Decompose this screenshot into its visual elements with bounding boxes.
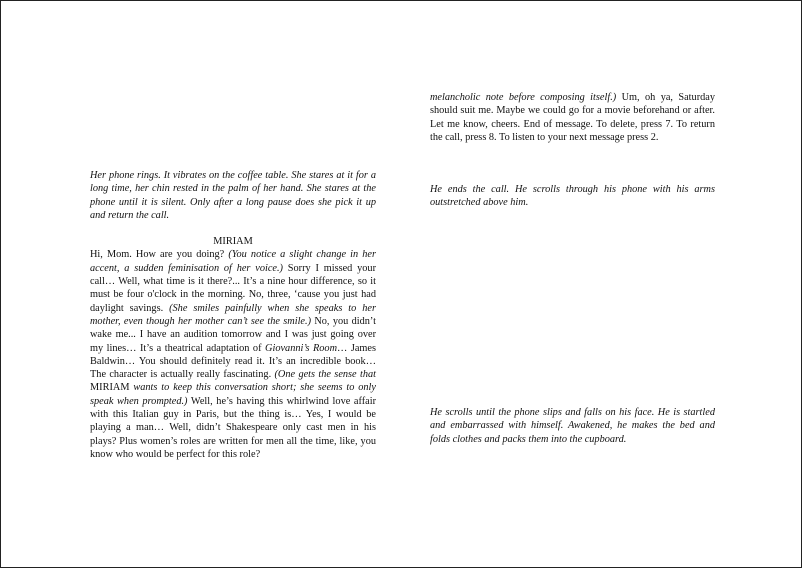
dialogue-aside: wants to keep this conversation short; she seems to only speak when prompted.) [90,382,376,407]
dialogue-paragraph [90,248,376,461]
voicemail-paragraph [430,91,715,144]
character-name: MIRIAM [90,382,130,394]
stage-direction: Her phone rings. It vibrates on the coffee table. She stares at it for a long time, her chin rested in the palm of her hand. She stares at the phone until it is silent. Only after a long pause does she pick it up and return the call. [90,170,376,221]
right-column-block-1 [430,91,715,144]
dialogue-text: Hi, Mom. How are you doing? [90,249,229,261]
dialogue-aside: (One gets the sense that [274,369,376,381]
stage-direction-3: He scrolls until the phone slips and falls on his face. He is startled and embarrassed with himself. Awakened, he makes the bed and folds clothes and packs them into the cupboard. [430,407,715,445]
stage-direction-2: He ends the call. He scrolls through his phone with his arms outstretched above him. [430,184,715,209]
dialogue-aside: melancholic note before composing itself.) [430,92,617,103]
speaker-name: MIRIAM [213,236,253,248]
dialogue-text: Sorry I missed your call… Well, what time is it there?... It’s a nine hour difference, so it must be four o'clock in the morning. No, three, ‘cause you just had daylight savings. [90,262,377,314]
dialogue-text: Well, he’s having this whirlwind love affair with this Italian guy in Paris, but the thing is… Yes, I would be playing a man… Well, didn’t Shakespeare only cast men in his plays? Plus women’s roles are written for men all the time, like, you know who would be perfect for this role? [90,395,376,460]
dialogue-text: No, you didn’t wake me... I have an audition tomorrow and I was just going over my lines… It’s a theatrical adaptation of [90,315,376,354]
dialogue-text: … James Baldwin… You should definitely read it. It’s an incredible book… The character is actually really fascinating. [90,342,376,381]
book-title: Giovanni’s Room [265,342,338,354]
dialogue-text: Um, oh ya, Saturday should suit me. Maybe we could go for a movie beforehand or after. Let me know, cheers. End of message. To delete, press 7. To return the call, press 8. To listen to your next message press 2. [430,92,715,143]
dialogue-aside: (She smiles painfully when she speaks to her mother, even though her mother can’t see the smile.) [90,302,376,327]
dialogue-aside: (You notice a slight change in her accent, a sudden feminisation of her voice.) [90,249,376,274]
left-column [90,169,376,461]
